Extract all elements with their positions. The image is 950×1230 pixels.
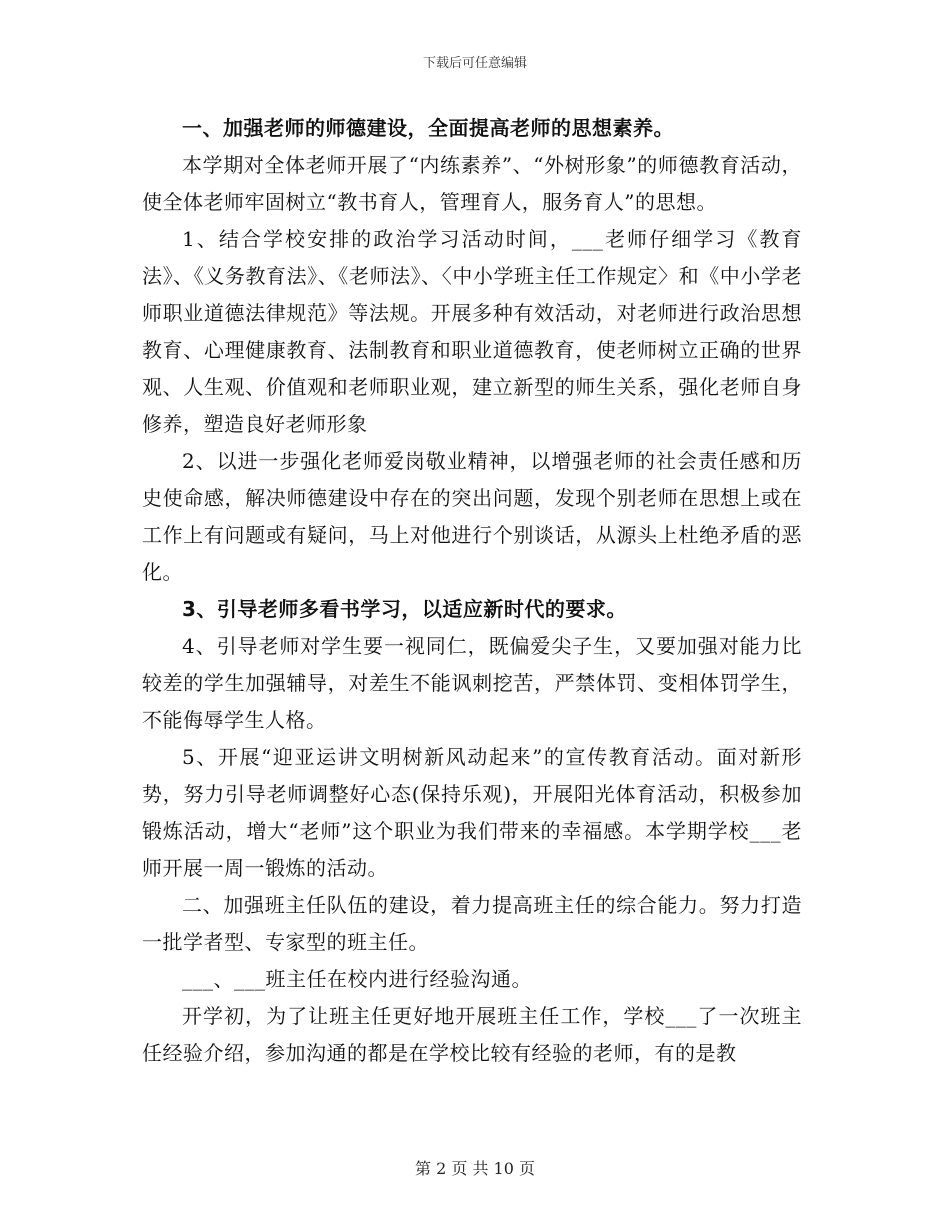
document-body [142,110,802,1072]
bold-paragraph: 3、引导老师多看书学习，以适应新时代的要求。 [182,597,627,621]
paragraph: ___、___班主任在校内进行经验沟通。 [182,967,532,991]
paragraph: 本学期对全体老师开展了“内练素养”、“外树形象”的师德教育活动，使全体老师牢固树立“教书育人，管理育人，服务育人”的思想。 [142,153,802,214]
page-footer: 第 2 页 共 10 页 [415,1159,535,1178]
page-header: 下载后可任意编辑 [422,56,527,71]
paragraph: 开学初，为了让班主任更好地开展班主任工作，学校___了一次班主任经验介绍，参加沟通的都是在学校比较有经验的老师，有的是教 [142,1004,802,1065]
section-heading-2: 二、加强班主任队伍的建设，着力提高班主任的综合能力。努力打造一批学者型、专家型的班主任。 [142,893,802,954]
section-heading-1: 一、加强老师的师德建设，全面提高老师的思想素养。 [182,116,674,140]
paragraph: 2、以进一步强化老师爱岗敬业精神，以增强老师的社会责任感和历史使命感，解决师德建设中存在的突出问题，发现个别老师在思想上或在工作上有问题或有疑问，马上对他进行个别谈话，从源头上杜绝矛盾的恶化。 [142,449,802,584]
paragraph: 4、引导老师对学生要一视同仁，既偏爱尖子生，又要加强对能力比较差的学生加强辅导，对差生不能讽刺挖苦，严禁体罚、变相体罚学生，不能侮辱学生人格。 [142,634,802,732]
paragraph: 1、结合学校安排的政治学习活动时间，___老师仔细学习《教育法》、《义务教育法》、《老师法》、〈中小学班主任工作规定〉和《中小学老师职业道德法律规范》等法规。开展多种有效活动，对老师进行政治思想教育、心理健康教育、法制教育和职业道德教育，使老师树立正确的世界观、人生观、价值观和老师职业观，建立新型的师生关系，强化老师自身修养，塑造良好老师形象 [142,227,802,436]
paragraph: 5、开展“迎亚运讲文明树新风动起来”的宣传教育活动。面对新形势，努力引导老师调整好心态(保持乐观)，开展阳光体育活动，积极参加锻炼活动，增大“老师”这个职业为我们带来的幸福感。本学期学校___老师开展一周一锻炼的活动。 [142,745,802,880]
